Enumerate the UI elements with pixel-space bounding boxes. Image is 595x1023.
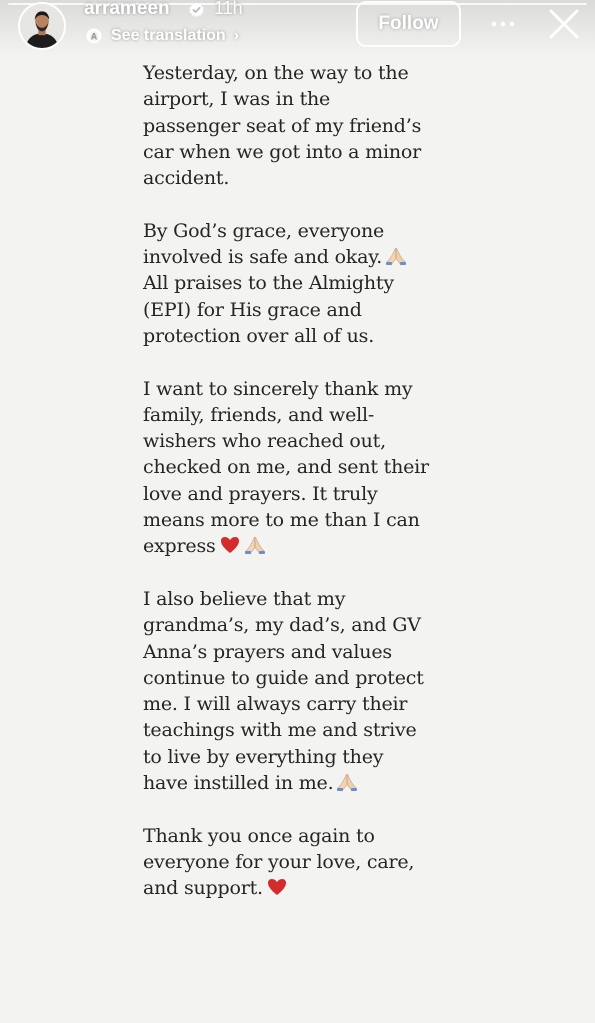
see-translation-label: See translation <box>111 27 226 44</box>
folded-hands-emoji-icon <box>385 246 407 266</box>
folded-hands-emoji-icon <box>336 772 358 792</box>
verified-badge-icon <box>188 2 205 19</box>
message-paragraph-2 <box>143 218 463 349</box>
see-translation-link[interactable] <box>86 25 239 47</box>
svg-text:A: A <box>90 31 98 42</box>
story-message <box>143 60 463 928</box>
message-paragraph-4-text: I also believe that my grandma’s, my dad’s, and GV Anna’s prayers and values continue to guide and protect me. I will always carry their teachings with me and strive to live by everything they have instilled in me. <box>143 587 424 795</box>
chevron-right-icon: › <box>233 27 240 44</box>
message-paragraph-2-line-b: All praises to the Almighty (EPI) for His grace and protection over all of us. <box>143 272 394 347</box>
story-timestamp: 11h <box>214 0 243 18</box>
message-paragraph-4 <box>143 586 463 796</box>
message-paragraph-3 <box>143 376 463 560</box>
message-paragraph-1: Yesterday, on the way to the airport, I was in the passenger seat of my friend’s car when we got into a minor accident. <box>143 62 422 190</box>
message-paragraph-2-line-a: By God’s grace, everyone involved is safe and okay. <box>143 219 385 269</box>
story-header <box>0 0 595 56</box>
message-paragraph-5 <box>143 823 463 902</box>
avatar-portrait-icon <box>20 4 64 48</box>
red-heart-emoji-icon <box>266 877 288 897</box>
message-paragraph-5-text: Thank you once again to everyone for your love, care, and support. <box>143 824 415 900</box>
close-icon[interactable] <box>546 6 582 42</box>
avatar[interactable] <box>18 2 66 50</box>
folded-hands-emoji-icon <box>244 535 266 555</box>
more-options-icon[interactable] <box>488 14 518 34</box>
follow-button[interactable]: Follow <box>356 1 461 47</box>
message-paragraph-3-text: I want to sincerely thank my family, friends, and well- wishers who reached out, checked on me, and sent their love and prayers. It truly means more to me than I can express <box>143 377 429 558</box>
red-heart-emoji-icon <box>219 535 241 555</box>
username[interactable]: arrameen <box>84 0 170 19</box>
translate-icon <box>86 28 102 44</box>
